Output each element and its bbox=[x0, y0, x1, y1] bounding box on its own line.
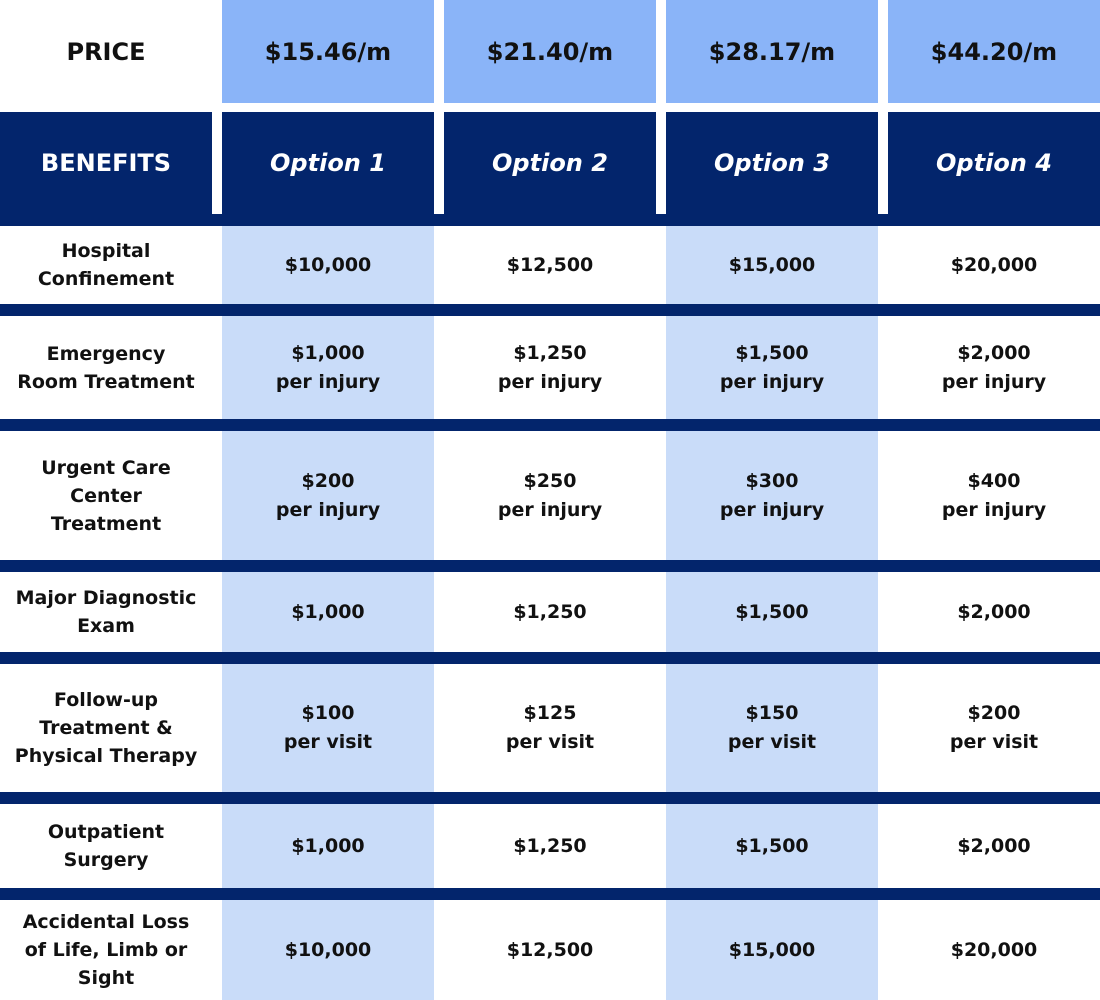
follow-up-option-3: $150 per visit bbox=[727, 702, 817, 753]
accidental-loss-option-1: $10,000 bbox=[284, 938, 372, 961]
accidental-loss-option-4: $20,000 bbox=[950, 938, 1038, 961]
outpatient-surgery-option-1: $1,000 bbox=[291, 834, 365, 857]
row-divider bbox=[0, 652, 1100, 664]
benefits-heading: BENEFITS bbox=[0, 112, 212, 214]
row-divider bbox=[0, 792, 1100, 804]
emergency-room-option-2: $1,250 per injury bbox=[497, 341, 603, 393]
outpatient-surgery-option-2: $1,250 bbox=[513, 834, 587, 857]
accidental-loss-option-2: $12,500 bbox=[506, 938, 594, 961]
major-diagnostic-option-4: $2,000 bbox=[957, 600, 1031, 623]
price-option-3: $28.17/m bbox=[666, 0, 878, 103]
option-4-heading: Option 4 bbox=[888, 112, 1100, 214]
row-divider bbox=[0, 419, 1100, 431]
outpatient-surgery-option-4: $2,000 bbox=[957, 834, 1031, 857]
price-heading: PRICE bbox=[66, 37, 146, 66]
benefit-accidental-loss: Accidental Loss of Life, Limb or Sight bbox=[22, 911, 190, 989]
option-1-heading: Option 1 bbox=[222, 112, 434, 214]
hospital-confinement-option-1: $10,000 bbox=[284, 253, 372, 276]
emergency-room-option-4: $2,000 per injury bbox=[941, 341, 1047, 393]
benefit-outpatient-surgery: Outpatient Surgery bbox=[47, 821, 165, 871]
emergency-room-option-1: $1,000 per injury bbox=[275, 341, 381, 393]
major-diagnostic-option-3: $1,500 bbox=[735, 600, 809, 623]
outpatient-surgery-option-3: $1,500 bbox=[735, 834, 809, 857]
option-2-heading: Option 2 bbox=[444, 112, 656, 214]
urgent-care-option-1: $200 per injury bbox=[275, 469, 381, 521]
row-divider bbox=[0, 888, 1100, 900]
urgent-care-option-4: $400 per injury bbox=[941, 469, 1047, 521]
benefit-urgent-care-center-treatment: Urgent Care Center Treatment bbox=[41, 456, 171, 535]
row-divider bbox=[0, 304, 1100, 316]
hospital-confinement-option-2: $12,500 bbox=[506, 253, 594, 276]
accidental-loss-option-3: $15,000 bbox=[728, 938, 816, 961]
benefit-hospital-confinement: Hospital Confinement bbox=[37, 240, 175, 290]
benefit-emergency-room-treatment: Emergency Room Treatment bbox=[17, 342, 195, 393]
urgent-care-option-2: $250 per injury bbox=[497, 469, 603, 521]
follow-up-option-2: $125 per visit bbox=[505, 702, 595, 753]
follow-up-option-4: $200 per visit bbox=[949, 702, 1039, 753]
major-diagnostic-option-2: $1,250 bbox=[513, 600, 587, 623]
price-option-1: $15.46/m bbox=[222, 0, 434, 103]
row-divider bbox=[0, 214, 1100, 226]
price-option-2: $21.40/m bbox=[444, 0, 656, 103]
follow-up-option-1: $100 per visit bbox=[283, 702, 373, 753]
price-option-4: $44.20/m bbox=[888, 0, 1100, 103]
hospital-confinement-option-3: $15,000 bbox=[728, 253, 816, 276]
benefit-follow-up-physical-therapy: Follow-up Treatment & Physical Therapy bbox=[14, 689, 198, 767]
option-3-heading: Option 3 bbox=[666, 112, 878, 214]
benefit-major-diagnostic-exam: Major Diagnostic Exam bbox=[15, 587, 197, 637]
major-diagnostic-option-1: $1,000 bbox=[291, 600, 365, 623]
hospital-confinement-option-4: $20,000 bbox=[950, 253, 1038, 276]
emergency-room-option-3: $1,500 per injury bbox=[719, 341, 825, 393]
urgent-care-option-3: $300 per injury bbox=[719, 469, 825, 521]
row-divider bbox=[0, 560, 1100, 572]
